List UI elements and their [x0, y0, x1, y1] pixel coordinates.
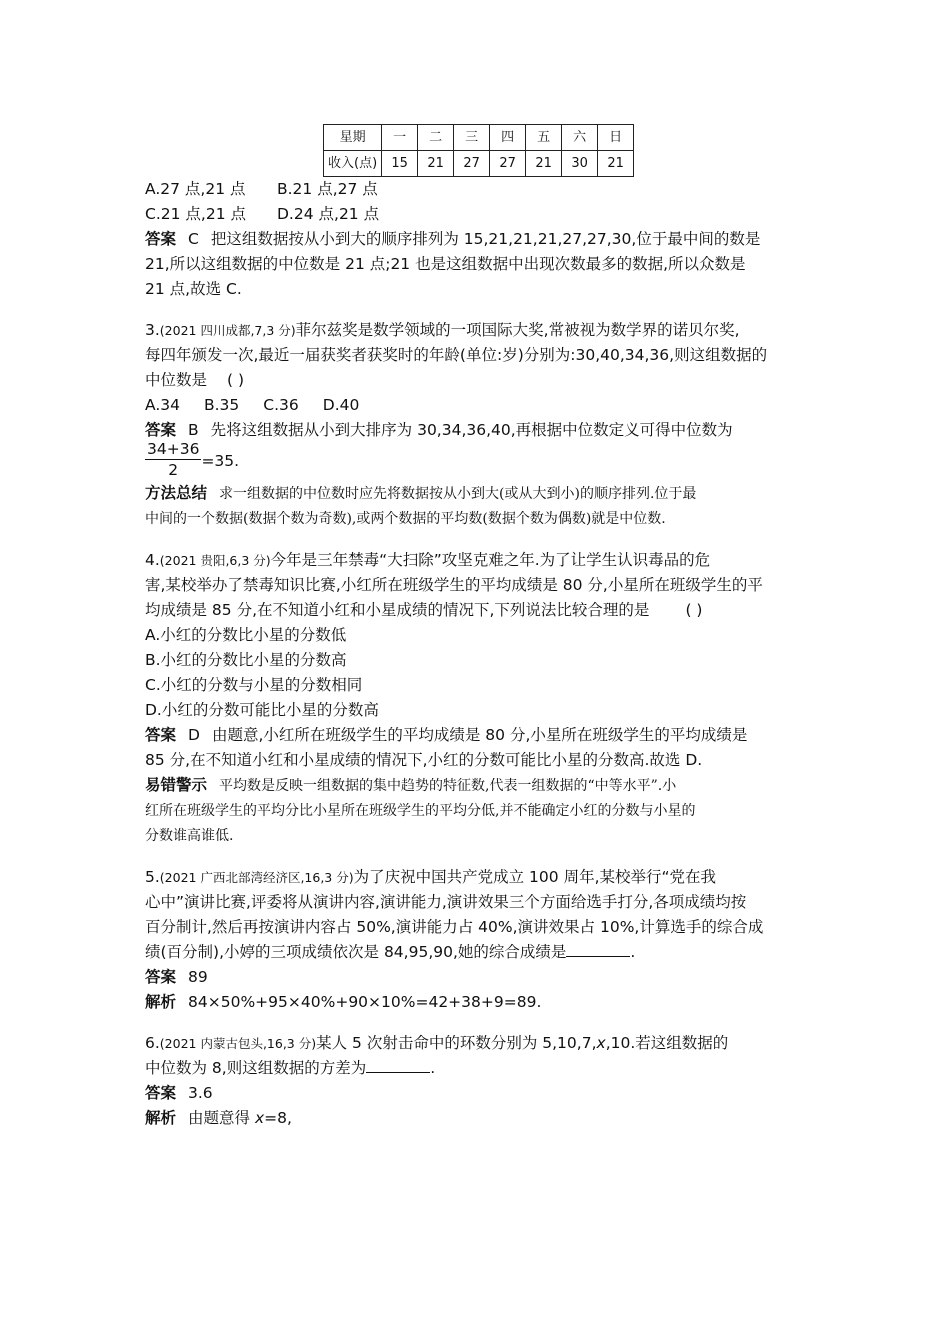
q3-source: (2021 四川成都,7,3 分): [159, 323, 296, 338]
fraction-numerator: 34+36: [147, 440, 200, 458]
table-cell: 一: [382, 125, 418, 151]
q5-text: 为了庆祝中国共产党成立 100 周年,某校举行“党在我: [353, 868, 717, 886]
q4-number: 4.: [145, 551, 160, 569]
q5-text-end: .: [630, 943, 636, 961]
answer-label: 答案: [145, 230, 177, 248]
q6-number: 6.: [145, 1034, 160, 1052]
q6-stem-line-2: [145, 1056, 815, 1081]
q4-stem-line-1: [145, 548, 815, 573]
q5-text: 绩(百分制),小婷的三项成绩依次是 84,95,90,她的综合成绩是: [145, 943, 567, 961]
variable-x: x: [596, 1034, 606, 1052]
fraction: [145, 439, 201, 480]
q4-option-c: C.小红的分数与小星的分数相同: [145, 676, 363, 694]
q2-answer: C: [188, 230, 199, 248]
q6-analysis-line: [145, 1106, 815, 1131]
q5-answer-line: [145, 965, 815, 990]
q6-analysis: 由题意得: [188, 1109, 255, 1127]
q4-answer: D: [188, 726, 200, 744]
q3-option-b: B.35: [203, 396, 240, 414]
q4-stem-line-3: [145, 598, 815, 623]
q6-answer-blank: [366, 1056, 430, 1073]
q5-stem-line-2: 心中”演讲比赛,评委将从演讲内容,演讲能力,演讲效果三个方面给选手打分,各项成绩均按: [145, 893, 747, 911]
q2-options-row-1: [145, 177, 815, 202]
q4-warn-line-3: 分数谁高谁低.: [145, 828, 234, 844]
q6-stem-line-1: [145, 1031, 815, 1056]
q5-stem-line-3: 百分制计,然后再按演讲内容占 50%,演讲能力占 40%,演讲效果占 10%,计算选手的综合成: [145, 918, 764, 936]
q3-text: 菲尔兹奖是数学领域的一项国际大奖,常被视为数学界的诺贝尔奖,: [295, 321, 740, 339]
table-cell: 27: [454, 151, 490, 177]
table-row: [324, 151, 634, 177]
q2-explain-3: 21 点,故选 C.: [145, 280, 242, 298]
table-cell: 收入(点): [324, 151, 382, 177]
q5-answer-blank: [566, 940, 630, 957]
table-cell: 五: [526, 125, 562, 151]
analysis-label: 解析: [145, 1109, 177, 1127]
table-cell: 六: [562, 125, 598, 151]
q2-answer-line: [145, 227, 815, 252]
q2-options-row-2: [145, 202, 815, 227]
table-cell: 21: [598, 151, 634, 177]
q3-answer-blank: ( ): [227, 371, 245, 389]
table-cell: 21: [526, 151, 562, 177]
q4-warn-line-2: 红所在班级学生的平均分比小星所在班级学生的平均分低,并不能确定小红的分数与小星的: [145, 803, 696, 819]
q3-answer-line: [145, 418, 815, 443]
q2-explain-1: 把这组数据按从小到大的顺序排列为 15,21,21,21,27,27,30,位于最中间的数是: [210, 230, 761, 248]
q4-explain-2: 85 分,在不知道小红和小星成绩的情况下,小红的分数可能比小星的分数高.故选 D.: [145, 751, 703, 769]
q3-method-line-2: 中间的一个数据(数据个数为奇数),或两个数据的平均数(数据个数为偶数)就是中位数.: [145, 511, 666, 527]
q4-explain-1: 由题意,小红所在班级学生的平均成绩是 80 分,小星所在班级学生的平均成绩是: [211, 726, 748, 744]
q6-analysis-end: =8,: [264, 1109, 292, 1127]
table-cell: 日: [598, 125, 634, 151]
q3-number: 3.: [145, 321, 160, 339]
q3-fraction-line: [145, 440, 815, 479]
q2-option-d: D.24 点,21 点: [277, 205, 380, 223]
answer-label: 答案: [145, 421, 177, 439]
table-cell: 15: [382, 151, 418, 177]
q5-stem-line-4: [145, 940, 815, 965]
q3-answer: B: [188, 421, 199, 439]
q6-answer-line: [145, 1081, 815, 1106]
answer-label: 答案: [145, 1084, 177, 1102]
warning-text: 平均数是反映一组数据的集中趋势的特征数,代表一组数据的“中等水平”.小: [219, 778, 677, 794]
method-text: 求一组数据的中位数时应先将数据按从小到大(或从大到小)的顺序排列.位于最: [219, 486, 697, 502]
q3-text: 中位数是: [145, 371, 208, 389]
q5-analysis: 84×50%+95×40%+90×10%=42+38+9=89.: [188, 993, 542, 1011]
q5-source: (2021 广西北部湾经济区,16,3 分): [159, 870, 354, 885]
q3-stem-line-1: [145, 318, 815, 343]
fraction-denominator: 2: [168, 461, 179, 479]
q4-source: (2021 贵阳,6,3 分): [159, 553, 271, 568]
q3-stem-line-2: 每四年颁发一次,最近一届获奖者获奖时的年龄(单位:岁)分别为:30,40,34,36,则这组数据的: [145, 346, 768, 364]
q4-answer-blank: ( ): [685, 601, 703, 619]
table-cell: 星期: [324, 125, 382, 151]
q2-option-c: C.21 点,21 点: [145, 205, 246, 223]
q5-answer: 89: [188, 968, 208, 986]
q6-text-end: .: [430, 1059, 436, 1077]
q3-method-line-1: [145, 481, 815, 507]
table-cell: 30: [562, 151, 598, 177]
q2-option-a: A.27 点,21 点: [145, 180, 246, 198]
answer-label: 答案: [145, 726, 177, 744]
income-table: [323, 124, 634, 177]
table-cell: 二: [418, 125, 454, 151]
q6-text: 中位数为 8,则这组数据的方差为: [145, 1059, 367, 1077]
warning-label: 易错警示: [145, 776, 208, 794]
q3-stem-line-3: [145, 368, 815, 393]
q4-option-b: B.小红的分数比小星的分数高: [145, 651, 347, 669]
q6-text: ,10.若这组数据的: [605, 1034, 729, 1052]
q3-option-c: C.36: [263, 396, 299, 414]
variable-x: x: [254, 1109, 265, 1127]
method-label: 方法总结: [145, 484, 208, 502]
table-cell: 四: [490, 125, 526, 151]
q3-options: [145, 393, 815, 418]
table-cell: 三: [454, 125, 490, 151]
q6-answer: 3.6: [188, 1084, 213, 1102]
q4-text: 均成绩是 85 分,在不知道小红和小星成绩的情况下,下列说法比较合理的是: [145, 601, 650, 619]
q6-text: 某人 5 次射击命中的环数分别为 5,10,7,: [316, 1034, 597, 1052]
document-page: [145, 118, 815, 1131]
q4-option-d: D.小红的分数可能比小星的分数高: [145, 701, 379, 719]
q4-option-a: A.小红的分数比小星的分数低: [145, 626, 347, 644]
q4-stem-line-2: 害,某校举办了禁毒知识比赛,小红所在班级学生的平均成绩是 80 分,小星所在班级学生的平: [145, 576, 763, 594]
q3-option-a: A.34: [145, 396, 180, 414]
table-cell: 27: [490, 151, 526, 177]
q5-stem-line-1: [145, 865, 815, 890]
q4-text: 今年是三年禁毒“大扫除”攻坚克难之年.为了让学生认识毒品的危: [270, 551, 711, 569]
q2-explain-2: 21,所以这组数据的中位数是 21 点;21 也是这组数据中出现次数最多的数据,所以众数是: [145, 255, 746, 273]
answer-label: 答案: [145, 968, 177, 986]
q5-analysis-line: [145, 990, 815, 1015]
fraction-result: =35.: [201, 452, 240, 470]
q3-explain-1: 先将这组数据从小到大排序为 30,34,36,40,再根据中位数定义可得中位数为: [210, 421, 733, 439]
q6-source: (2021 内蒙古包头,16,3 分): [159, 1036, 317, 1051]
q2-option-b: B.21 点,27 点: [277, 180, 378, 198]
q3-option-d: D.40: [322, 396, 360, 414]
q4-answer-line: [145, 723, 815, 748]
q4-warn-line-1: [145, 773, 815, 799]
table-header-row: [324, 125, 634, 151]
table-cell: 21: [418, 151, 454, 177]
q5-number: 5.: [145, 868, 160, 886]
analysis-label: 解析: [145, 993, 177, 1011]
